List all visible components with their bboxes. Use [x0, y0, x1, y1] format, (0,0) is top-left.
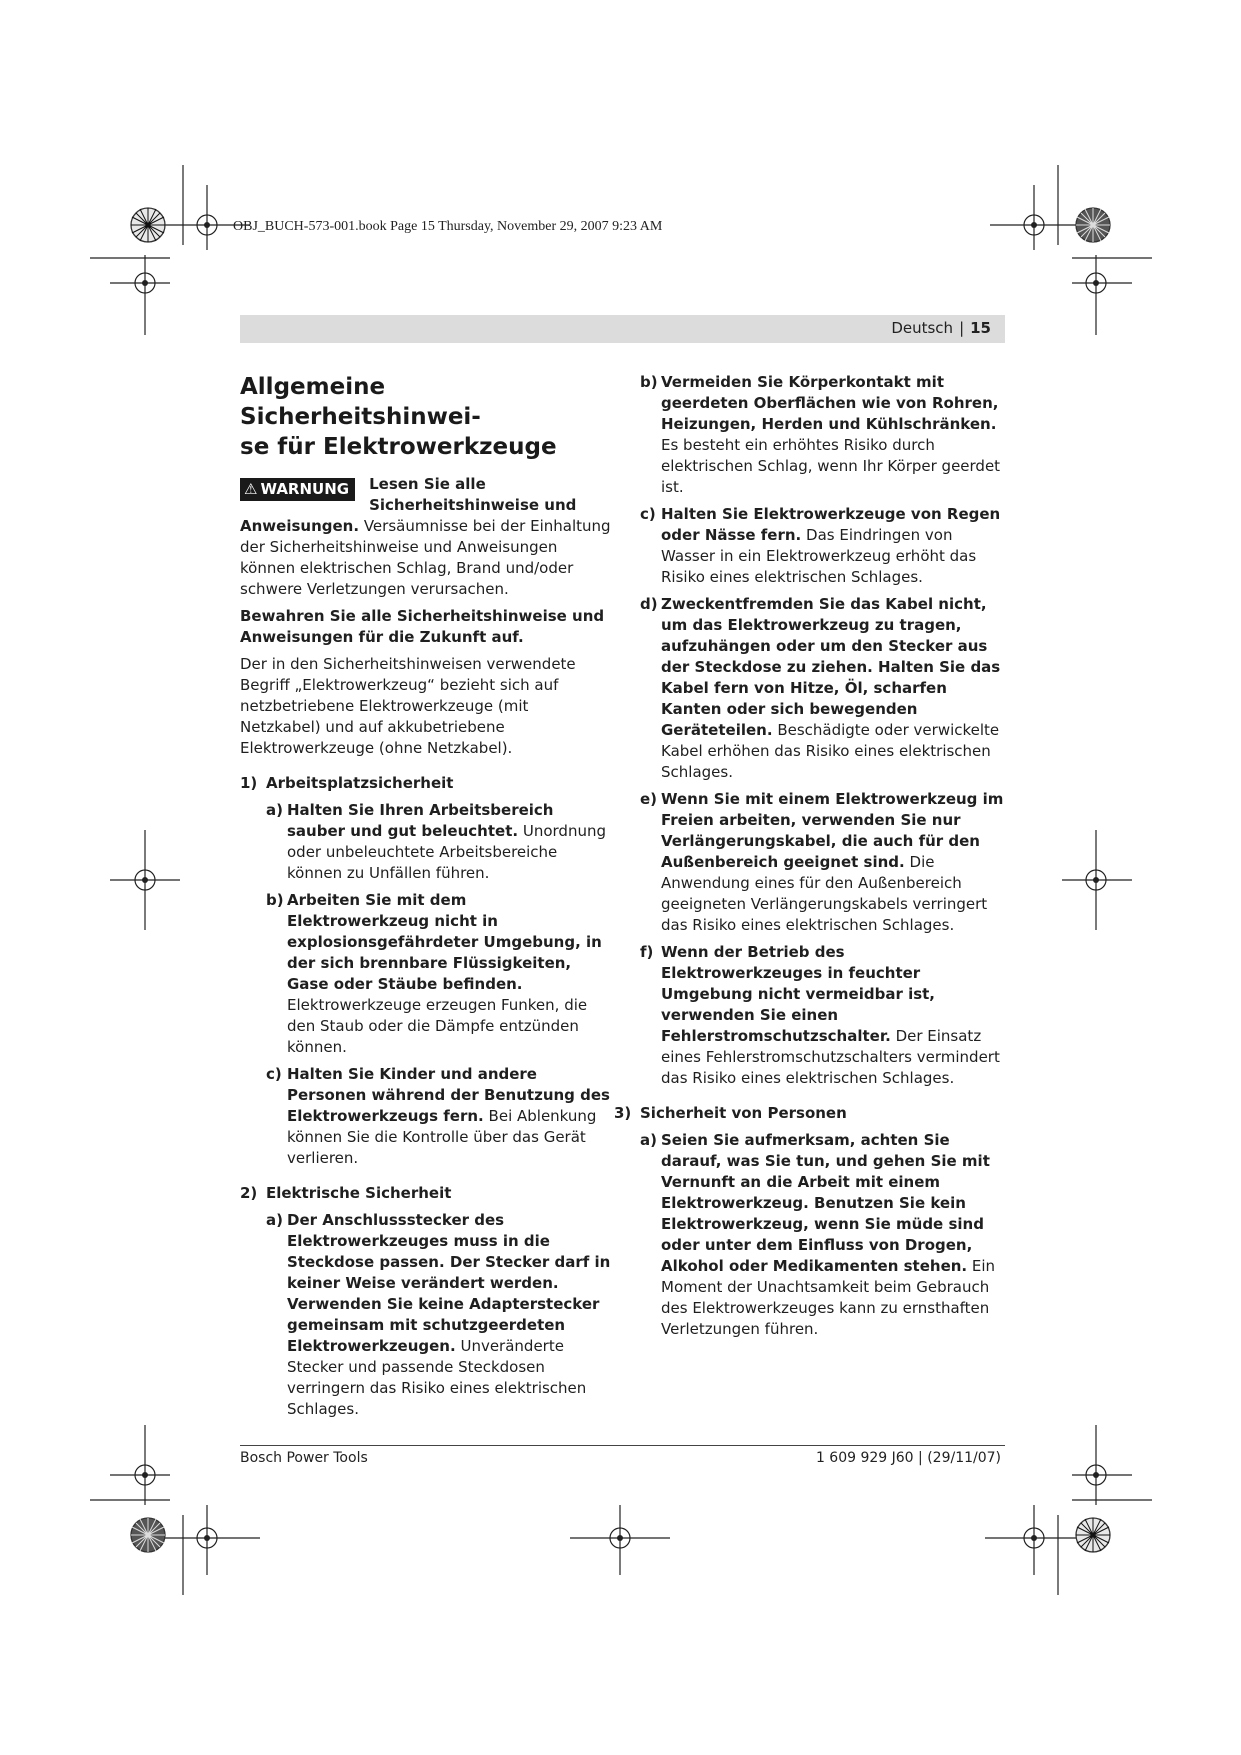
section-items	[266, 1210, 612, 1420]
list-item	[640, 789, 1006, 936]
item-body: Bei Ablenkung können Sie die Kontrolle über das Gerät verlieren.	[287, 1107, 597, 1167]
footer-publisher: Bosch Power Tools	[240, 1450, 368, 1466]
item-body: Beschädigte oder verwickelte Kabel erhöhen das Risiko eines elektrischen Schlages.	[661, 721, 1000, 781]
item-label: e)	[640, 790, 658, 808]
item-bold: Wenn Sie mit einem Elektrowerkzeug im Freien arbeiten, verwenden Sie nur Verlängerungskabel, die auch für den Außenbereich geeignet sind.	[661, 790, 1004, 871]
item-label: a)	[640, 1131, 657, 1149]
list-item	[266, 1210, 612, 1420]
item-body: Unordnung oder unbeleuchtete Arbeitsbereiche können zu Unfällen führen.	[287, 822, 606, 882]
footer-document-code: 1 609 929 J60 | (29/11/07)	[815, 1450, 1001, 1466]
item-bold: Halten Sie Ihren Arbeitsbereich sauber und gut beleuchtet.	[287, 801, 554, 840]
left-column	[240, 372, 612, 1426]
item-bold: Der Anschlussstecker des Elektrowerkzeuges muss in die Steckdose passen. Der Stecker darf in keiner Weise verändert werden. Verwenden Sie keine Adapterstecker gemeinsam mit schutzgeerdeten Elektrowerkzeugen.	[287, 1211, 611, 1355]
page-header	[891, 319, 991, 337]
item-label: f)	[640, 943, 654, 961]
item-text	[661, 504, 1006, 588]
warning-badge	[240, 478, 355, 501]
item-text	[287, 890, 612, 1058]
item-bold: Zweckentfremden Sie das Kabel nicht, um das Elektrowerkzeug zu tragen, aufzuhängen oder um den Stecker aus der Steckdose zu ziehen. Halten Sie das Kabel fern von Hitze, Öl, scharfen Kanten oder sich bewegenden Geräteteilen.	[661, 595, 1001, 739]
list-item	[640, 942, 1006, 1089]
header-separator: |	[959, 319, 965, 337]
item-body: Das Eindringen von Wasser in ein Elektrowerkzeug erhöht das Risiko eines elektrischen Schlages.	[661, 526, 977, 586]
warning-text: Versäumnisse bei der Einhaltung der Sicherheitshinweise und Anweisungen können elektrischen Schlag, Brand und/oder schwere Verletzungen verursachen.	[240, 517, 611, 598]
item-text	[287, 1210, 612, 1420]
item-bold: Halten Sie Kinder und andere Personen während der Benutzung des Elektrowerkzeugs fern.	[287, 1065, 610, 1125]
item-body: Es besteht ein erhöhtes Risiko durch elektrischen Schlag, wenn Ihr Körper geerdet ist.	[661, 436, 1001, 496]
print-slug-line: OBJ_BUCH-573-001.book Page 15 Thursday, November 29, 2007 9:23 AM	[233, 219, 663, 234]
item-bold: Seien Sie aufmerksam, achten Sie darauf, was Sie tun, und gehen Sie mit Vernunft an die Arbeit mit einem Elektrowerkzeug. Benutzen Sie kein Elektrowerkzeug, wenn Sie müde sind oder unter dem Einfluss von Drogen, Alkohol oder Medikamenten stehen.	[661, 1131, 990, 1275]
item-bold: Halten Sie Elektrowerkzeuge von Regen oder Nässe fern.	[661, 505, 1001, 544]
item-text	[661, 372, 1006, 498]
item-bold: Arbeiten Sie mit dem Elektrowerkzeug nicht in explosionsgefährdeter Umgebung, in der sich brennbare Flüssigkeiten, Gase oder Stäube befinden.	[287, 891, 602, 993]
item-bold: Vermeiden Sie Körperkontakt mit geerdeten Oberflächen wie von Rohren, Heizungen, Herden und Kühlschränken.	[661, 373, 999, 433]
item-text	[661, 1130, 1006, 1340]
item-body: Ein Moment der Unachtsamkeit beim Gebrauch des Elektrowerkzeuges kann zu ernsthaften Verletzungen führen.	[661, 1257, 996, 1338]
footer-rule	[240, 1445, 1005, 1446]
list-item	[266, 800, 612, 884]
warning-badge-label: WARNUNG	[260, 480, 350, 498]
right-column	[614, 372, 1006, 1346]
warning-triangle-icon: ⚠	[244, 480, 258, 498]
list-item	[640, 504, 1006, 588]
page-header-bar	[240, 315, 1005, 343]
item-text	[287, 1064, 612, 1169]
warning-paragraph	[240, 474, 612, 600]
list-item	[266, 1064, 612, 1169]
definition-paragraph: Der in den Sicherheitshinweisen verwendete Begriff „Elektrowerkzeug“ bezieht sich auf netzbetriebene Elektrowerkzeuge (mit Netzkabel) und auf akkubetriebene Elektrowerkzeuge (ohne Netzkabel).	[240, 655, 576, 757]
item-body: Unveränderte Stecker und passende Steckdosen verringern das Risiko eines elektrischen Schlages.	[287, 1337, 587, 1418]
item-body: Elektrowerkzeuge erzeugen Funken, die den Staub oder die Dämpfe entzünden können.	[287, 996, 588, 1056]
page-number: 15	[970, 319, 991, 337]
item-text	[661, 789, 1006, 936]
list-item	[640, 1130, 1006, 1340]
section-heading	[614, 1103, 1006, 1124]
page-title	[240, 372, 612, 462]
item-label: a)	[266, 801, 283, 819]
section-number: 3)	[614, 1104, 632, 1122]
section-number: 2)	[240, 1184, 258, 1202]
keep-instructions-notice: Bewahren Sie alle Sicherheitshinweise und Anweisungen für die Zukunft auf.	[240, 607, 605, 646]
section-heading	[240, 773, 612, 794]
item-label: b)	[266, 891, 284, 909]
section-title: Elektrische Sicherheit	[266, 1184, 452, 1202]
item-label: d)	[640, 595, 658, 613]
section-title: Sicherheit von Personen	[640, 1104, 847, 1122]
item-text	[287, 800, 612, 884]
title-line-2: se für Elektrowerkzeuge	[240, 434, 557, 460]
item-text	[661, 942, 1006, 1089]
item-label: b)	[640, 373, 658, 391]
section-items	[266, 800, 612, 1169]
list-item	[640, 372, 1006, 498]
list-item	[640, 594, 1006, 783]
item-label: c)	[266, 1065, 282, 1083]
header-language: Deutsch	[891, 319, 954, 337]
item-body: Die Anwendung eines für den Außenbereich geeigneten Verlängerungskabels verringert das Risiko eines elektrischen Schlages.	[661, 853, 988, 934]
list-item	[266, 890, 612, 1058]
item-bold: Wenn der Betrieb des Elektrowerkzeuges in feuchter Umgebung nicht vermeidbar ist, verwenden Sie einen Fehlerstromschutzschalter.	[661, 943, 936, 1045]
item-body: Der Einsatz eines Fehlerstromschutzschalters vermindert das Risiko eines elektrischen Schlages.	[661, 1027, 1000, 1087]
item-label: a)	[266, 1211, 283, 1229]
section-heading	[240, 1183, 612, 1204]
section-title: Arbeitsplatzsicherheit	[266, 774, 454, 792]
item-text	[661, 594, 1006, 783]
section-number: 1)	[240, 774, 258, 792]
item-label: c)	[640, 505, 656, 523]
warning-bold-text: Lesen Sie alle Sicherheitshinweise und Anweisungen.	[240, 475, 577, 535]
title-line-1: Allgemeine Sicherheitshinwei-	[240, 374, 481, 430]
